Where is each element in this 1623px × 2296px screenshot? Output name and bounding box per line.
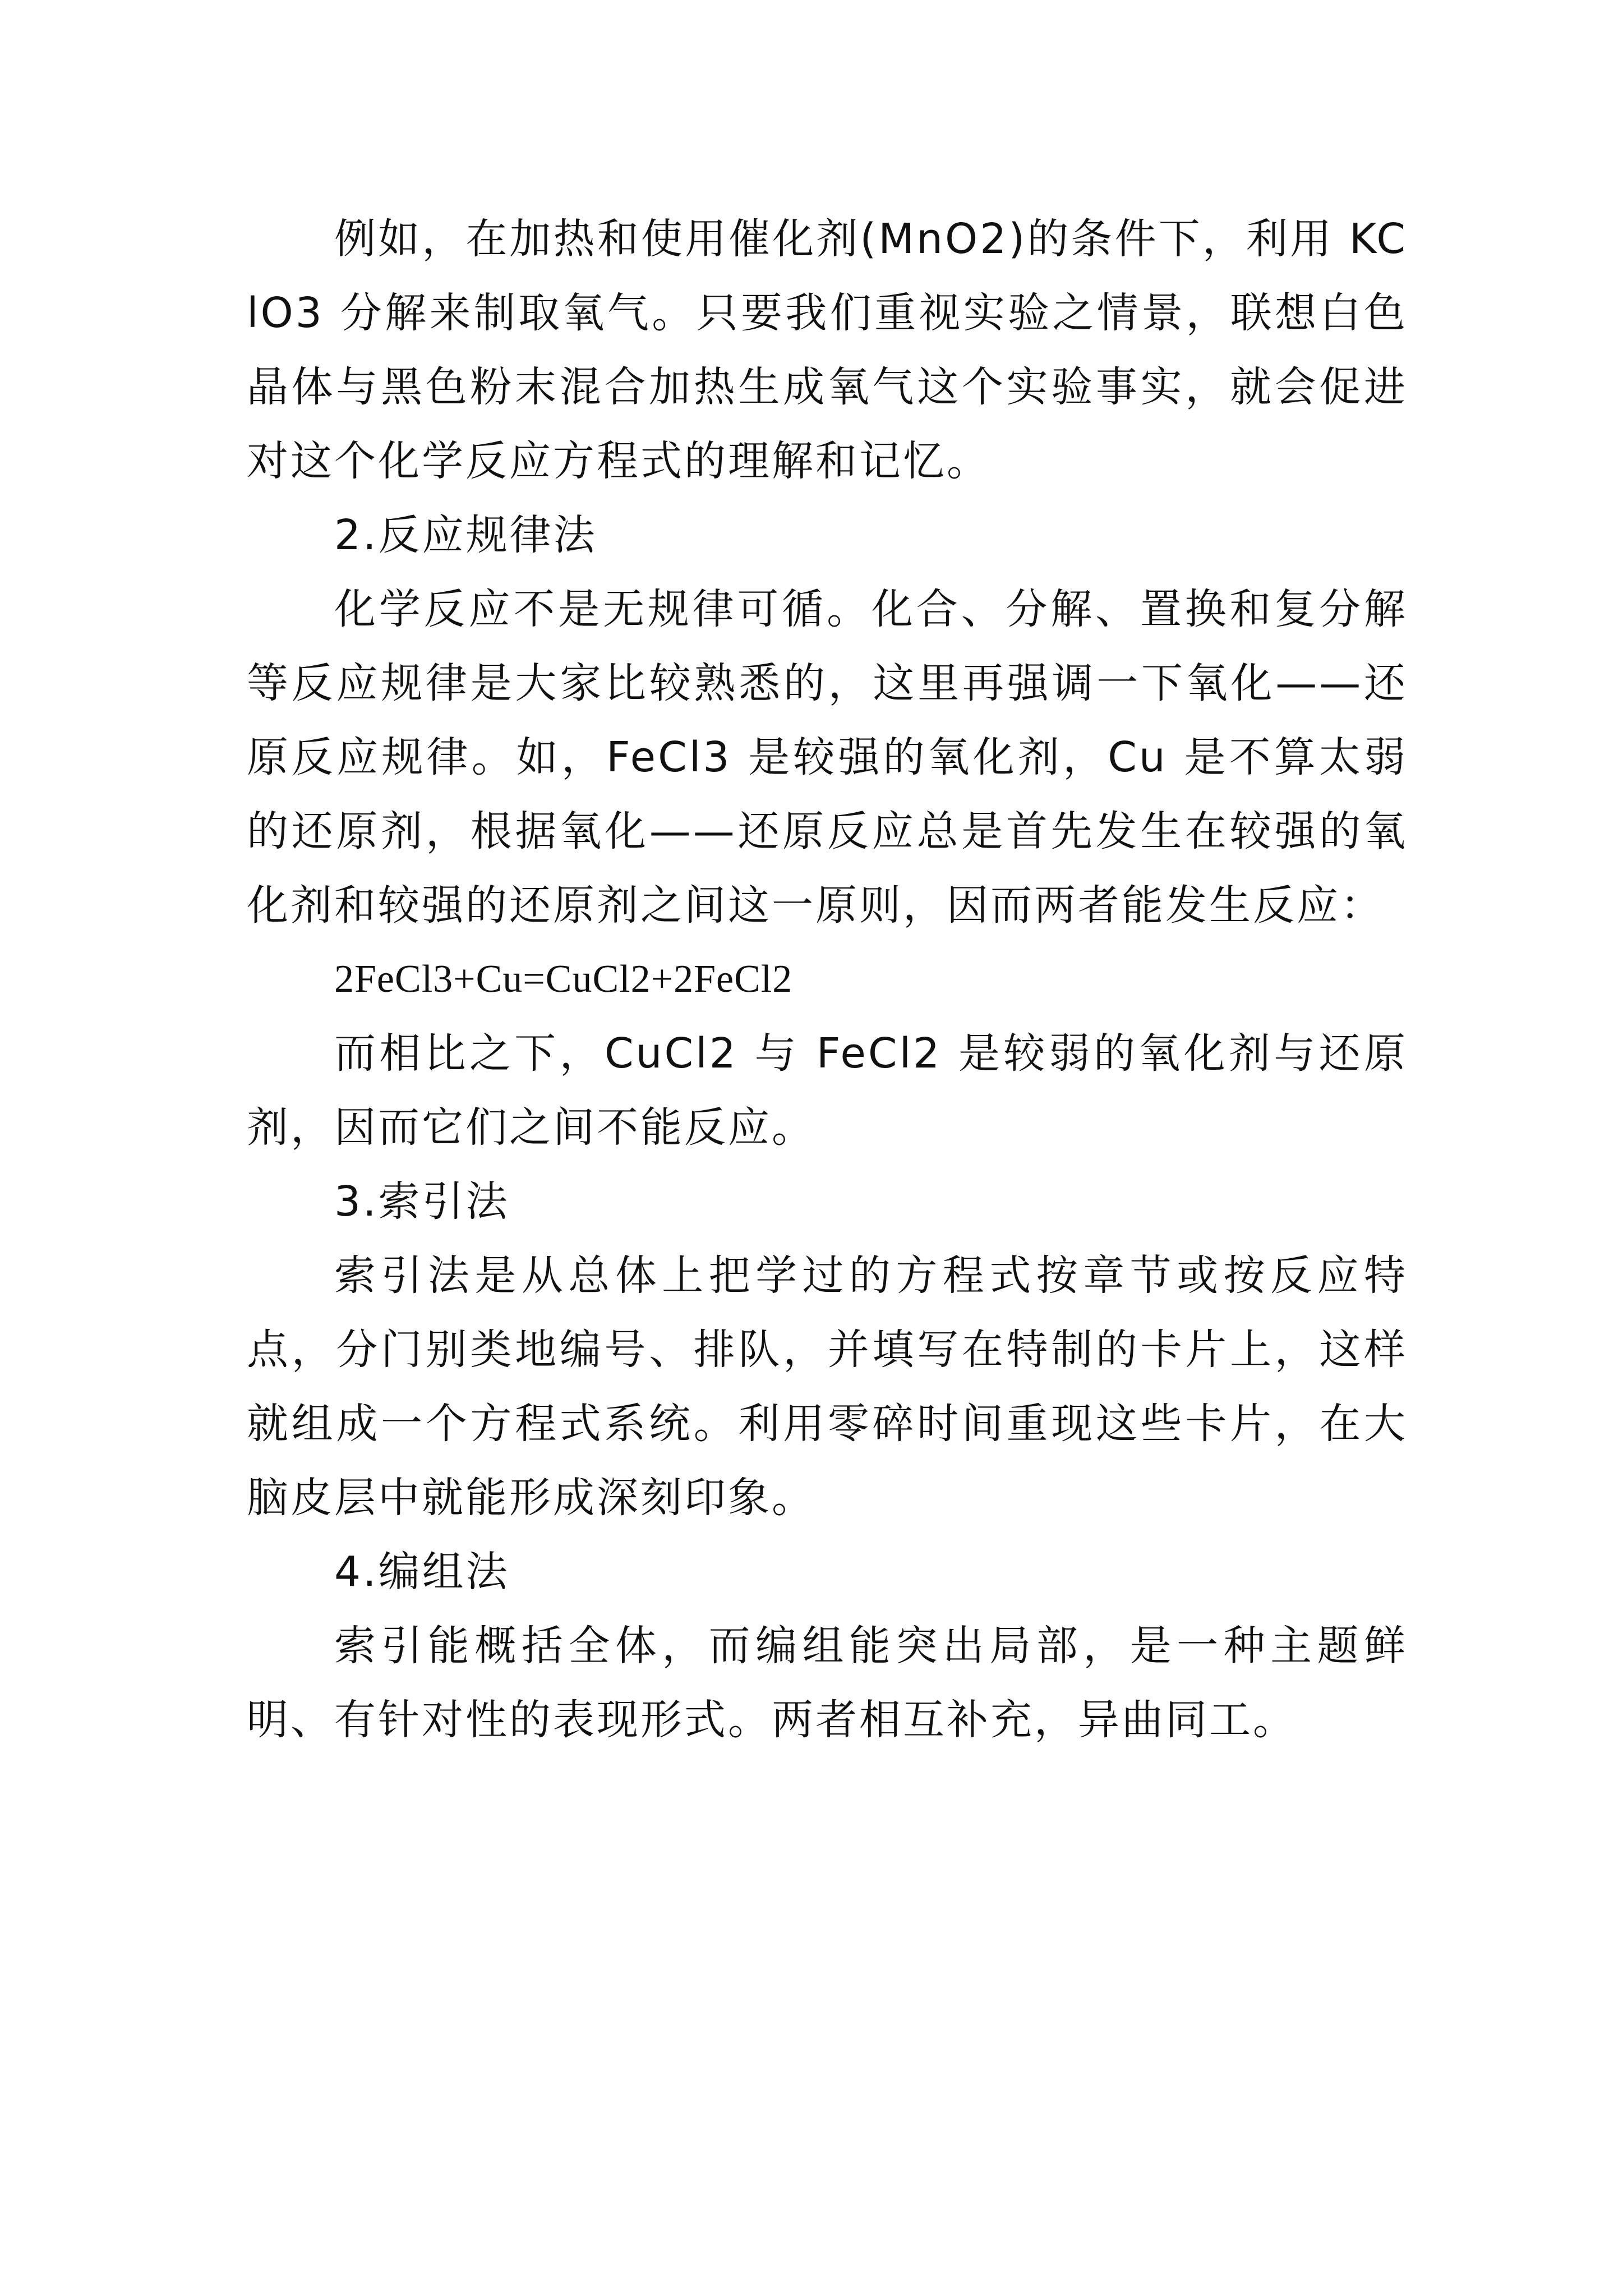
section-heading-index-method: 3.索引法 [334, 1177, 510, 1226]
section-heading-grouping-method: 4.编组法 [334, 1548, 510, 1596]
document-body [247, 202, 1408, 1757]
paragraph-index-method: 索引法是从总体上把学过的方程式按章节或按反应特点，分门别类地编号、排队，并填写在特制的卡片上，这样就组成一个方程式系统。利用零碎时间重现这些卡片，在大脑皮层中就能形成深刻印象。 [247, 1251, 1408, 1522]
paragraph-grouping-method: 索引能概括全体，而编组能突出局部，是一种主题鲜明、有针对性的表现形式。两者相互补充，异曲同工。 [247, 1622, 1408, 1744]
chemical-equation: 2FeCl3+Cu=CuCl2+2FeCl2 [334, 958, 793, 1001]
section-heading-reaction-law: 2.反应规律法 [334, 511, 597, 559]
paragraph-catalyst-example: 例如，在加热和使用催化剂(MnO2)的条件下，利用 KClO3 分解来制取氧气。只要我们重视实验之情景，联想白色晶体与黑色粉末混合加热生成氧气这个实验事实，就会促进对这个化学反应方程式的理解和记忆。 [247, 215, 1408, 485]
paragraph-reaction-law: 化学反应不是无规律可循。化合、分解、置换和复分解等反应规律是大家比较熟悉的，这里再强调一下氧化——还原反应规律。如，FeCl3 是较强的氧化剂，Cu 是不算太弱的还原剂，根据氧化——还原反应总是首先发生在较强的氧化剂和较强的还原剂之间这一原则，因而两者能发生反应： [247, 585, 1408, 930]
paragraph-weak-agents: 而相比之下，CuCl2 与 FeCl2 是较弱的氧化剂与还原剂，因而它们之间不能反应。 [247, 1029, 1408, 1152]
